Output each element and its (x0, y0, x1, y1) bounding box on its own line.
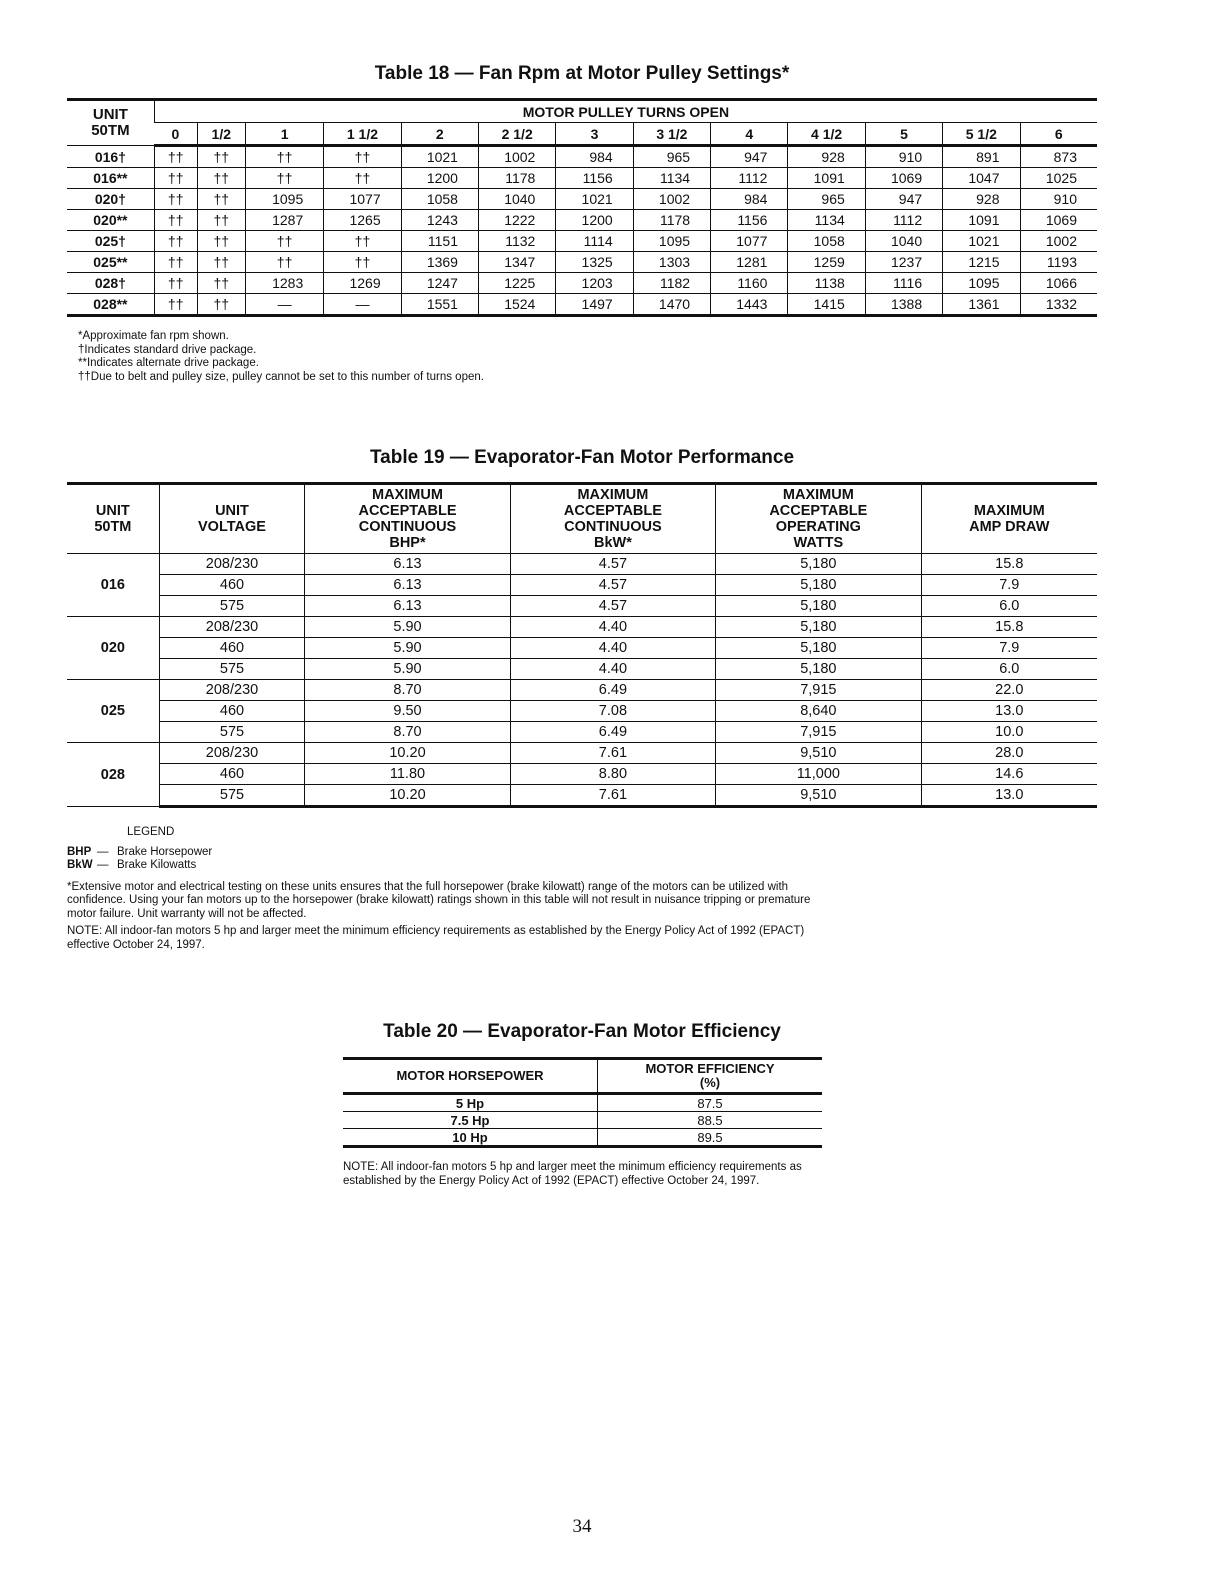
motor-efficiency-header (598, 1059, 823, 1094)
column-header (67, 484, 159, 554)
column-header: 1 (245, 123, 323, 146)
value-cell: 460 (159, 638, 305, 659)
table19-title: Table 19 — Evaporator-Fan Motor Performance (369, 447, 795, 468)
header-line: UNIT (215, 503, 249, 519)
legend-text: Brake Horsepower (117, 845, 213, 858)
rpm-cell: †† (197, 146, 245, 168)
column-header: 4 (711, 123, 788, 146)
value-cell: 7.9 (921, 575, 1097, 596)
value-cell: 4.40 (510, 659, 715, 680)
motor-efficiency-header-line1: MOTOR EFFICIENCY (645, 1061, 775, 1076)
value-cell: 575 (159, 659, 305, 680)
column-header: 5 1/2 (943, 123, 1020, 146)
table-row (67, 168, 1097, 189)
value-cell: 5,180 (716, 596, 921, 617)
rpm-cell: 1160 (711, 273, 788, 294)
rpm-cell: †† (197, 273, 245, 294)
table18-notes (78, 330, 484, 384)
rpm-cell: 965 (633, 146, 710, 168)
rpm-cell: 1178 (478, 168, 555, 189)
rpm-cell: †† (197, 189, 245, 210)
motor-efficiency-header-line2: (%) (699, 1075, 721, 1090)
header-line: ACCEPTABLE (563, 503, 662, 519)
rpm-cell: 1332 (1020, 294, 1097, 316)
unit-cell: 016** (67, 168, 154, 189)
rpm-cell: 1095 (633, 231, 710, 252)
unit-cell: 025† (67, 231, 154, 252)
rpm-cell: †† (245, 231, 323, 252)
rpm-cell: 1524 (478, 294, 555, 316)
value-cell: 7.08 (510, 701, 715, 722)
table-row (67, 554, 1097, 575)
rpm-cell: 1091 (788, 168, 865, 189)
value-cell: 4.40 (510, 638, 715, 659)
unit-cell: 020† (67, 189, 154, 210)
rpm-cell: †† (324, 252, 401, 273)
rpm-cell: 1132 (478, 231, 555, 252)
rpm-cell: †† (197, 210, 245, 231)
rpm-cell: 1222 (478, 210, 555, 231)
rpm-cell: †† (154, 168, 197, 189)
rpm-cell: 1203 (556, 273, 633, 294)
table-row (67, 252, 1097, 273)
table-row (343, 1094, 822, 1112)
footnote: *Approximate fan rpm shown. (78, 330, 229, 342)
rpm-cell: 1265 (324, 210, 401, 231)
value-cell: 7,915 (716, 680, 921, 701)
unit-cell: 016 (67, 554, 159, 617)
rpm-cell: 1443 (711, 294, 788, 316)
table-row (67, 638, 1097, 659)
rpm-cell: 1243 (401, 210, 478, 231)
value-cell: 5,180 (716, 554, 921, 575)
rpm-cell: 1156 (711, 210, 788, 231)
value-cell: 10.20 (305, 743, 510, 764)
rpm-cell: 1415 (788, 294, 865, 316)
value-cell: 11.80 (305, 764, 510, 785)
value-cell: 6.0 (921, 659, 1097, 680)
rpm-cell: 1047 (943, 168, 1020, 189)
horsepower-cell: 10 Hp (343, 1129, 598, 1147)
rpm-cell: 1040 (478, 189, 555, 210)
rpm-cell: 1247 (401, 273, 478, 294)
rpm-cell: 1325 (556, 252, 633, 273)
header-line: CONTINUOUS (564, 519, 662, 535)
table-row (343, 1129, 822, 1147)
table-row (67, 189, 1097, 210)
value-cell: 8.80 (510, 764, 715, 785)
rpm-cell: 1369 (401, 252, 478, 273)
header-line: MAXIMUM (782, 487, 854, 503)
horsepower-cell: 5 Hp (343, 1094, 598, 1112)
header-line: MAXIMUM (973, 503, 1045, 519)
value-cell: 11,000 (716, 764, 921, 785)
value-cell: 10.0 (921, 722, 1097, 743)
value-cell: 6.13 (305, 596, 510, 617)
rpm-cell: 1347 (478, 252, 555, 273)
column-header: 6 (1020, 123, 1097, 146)
rpm-cell: 1077 (711, 231, 788, 252)
value-cell: 460 (159, 701, 305, 722)
value-cell: 5,180 (716, 638, 921, 659)
rpm-cell: 1112 (865, 210, 942, 231)
value-cell: 5,180 (716, 617, 921, 638)
rpm-cell: 1470 (633, 294, 710, 316)
rpm-cell: 1025 (1020, 168, 1097, 189)
header-line: CONTINUOUS (358, 519, 457, 535)
rpm-cell: 947 (865, 189, 942, 210)
rpm-cell: 1040 (865, 231, 942, 252)
unit-cell: 020** (67, 210, 154, 231)
rpm-cell: 1112 (711, 168, 788, 189)
unit-header-line1: UNIT (92, 106, 128, 123)
rpm-cell: — (245, 294, 323, 316)
value-cell: 7.9 (921, 638, 1097, 659)
footnote: ††Due to belt and pulley size, pulley cannot be set to this number of turns open. (78, 370, 484, 383)
legend-dash: — (97, 859, 109, 871)
legend-abbr: BHP (67, 845, 92, 858)
rpm-cell: 1182 (633, 273, 710, 294)
value-cell: 6.13 (305, 554, 510, 575)
rpm-cell: 1193 (1020, 252, 1097, 273)
rpm-cell: 928 (788, 146, 865, 168)
efficiency-cell: 89.5 (598, 1129, 823, 1147)
column-header: 2 1/2 (478, 123, 555, 146)
rpm-cell: †† (324, 168, 401, 189)
rpm-cell: †† (154, 273, 197, 294)
rpm-cell: 1151 (401, 231, 478, 252)
rpm-cell: 1002 (1020, 231, 1097, 252)
rpm-cell: †† (324, 146, 401, 168)
rpm-cell: 1066 (1020, 273, 1097, 294)
efficiency-cell: 87.5 (598, 1094, 823, 1112)
legend-item (67, 846, 827, 860)
value-cell: 5,180 (716, 575, 921, 596)
table19 (67, 482, 1097, 808)
value-cell: 5.90 (305, 638, 510, 659)
value-cell: 5.90 (305, 659, 510, 680)
value-cell: 6.49 (510, 680, 715, 701)
rpm-cell: 1095 (245, 189, 323, 210)
rpm-cell: 1091 (943, 210, 1020, 231)
rpm-cell: 1021 (401, 146, 478, 168)
rpm-cell: †† (245, 146, 323, 168)
table-row (67, 617, 1097, 638)
horsepower-cell: 7.5 Hp (343, 1112, 598, 1129)
rpm-cell: †† (197, 168, 245, 189)
table18-title: Table 18 — Fan Rpm at Motor Pulley Settings* (374, 63, 790, 84)
unit-cell: 025** (67, 252, 154, 273)
value-cell: 575 (159, 722, 305, 743)
legend-text: Brake Kilowatts (117, 859, 197, 871)
rpm-cell: 1021 (556, 189, 633, 210)
rpm-cell: †† (154, 210, 197, 231)
header-line: AMP DRAW (969, 519, 1050, 535)
motor-horsepower-header: MOTOR HORSEPOWER (343, 1059, 598, 1094)
value-cell: 460 (159, 575, 305, 596)
table-row (67, 273, 1097, 294)
unit-header (67, 100, 154, 146)
rpm-cell: 1259 (788, 252, 865, 273)
table-row (343, 1112, 822, 1129)
rpm-cell: 965 (788, 189, 865, 210)
rpm-cell: 1069 (865, 168, 942, 189)
header-line: WATTS (793, 535, 844, 551)
value-cell: 208/230 (159, 680, 305, 701)
table20-note: NOTE: All indoor-fan motors 5 hp and larger meet the minimum efficiency requirements as established by the Energy Policy Act of 1992 (EPACT) effective October 24, 1997. (343, 1161, 802, 1187)
legend-title: LEGEND (127, 826, 175, 838)
unit-header-line2: 50TM (91, 122, 130, 139)
column-header (716, 484, 921, 554)
header-line: VOLTAGE (198, 519, 266, 535)
table-row (67, 743, 1097, 764)
page-number: 34 (572, 1516, 592, 1537)
table-row (67, 659, 1097, 680)
rpm-cell: 1551 (401, 294, 478, 316)
value-cell: 208/230 (159, 743, 305, 764)
rpm-cell: 873 (1020, 146, 1097, 168)
rpm-cell: 1237 (865, 252, 942, 273)
legend-item (67, 859, 827, 873)
value-cell: 6.13 (305, 575, 510, 596)
rpm-cell: 1156 (556, 168, 633, 189)
value-cell: 575 (159, 785, 305, 807)
rpm-cell: 1021 (943, 231, 1020, 252)
rpm-cell: 1114 (556, 231, 633, 252)
rpm-cell: †† (154, 231, 197, 252)
value-cell: 9.50 (305, 701, 510, 722)
header-line: BHP* (389, 535, 426, 551)
table-row (67, 146, 1097, 168)
rpm-cell: †† (154, 146, 197, 168)
rpm-cell: 984 (556, 146, 633, 168)
rpm-cell: †† (154, 252, 197, 273)
rpm-cell: 1200 (556, 210, 633, 231)
table-row (67, 701, 1097, 722)
value-cell: 28.0 (921, 743, 1097, 764)
table-row (67, 722, 1097, 743)
value-cell: 6.0 (921, 596, 1097, 617)
table19-note: NOTE: All indoor-fan motors 5 hp and larger meet the minimum efficiency requirements as established by the Energy Policy Act of 1992 (EPACT) effective October 24, 1997. (67, 925, 805, 951)
value-cell: 14.6 (921, 764, 1097, 785)
rpm-cell: 1002 (633, 189, 710, 210)
column-header: 5 (865, 123, 942, 146)
table-row (67, 231, 1097, 252)
value-cell: 6.49 (510, 722, 715, 743)
rpm-cell: 1388 (865, 294, 942, 316)
table18 (67, 98, 1097, 317)
column-header (305, 484, 510, 554)
rpm-cell: 1361 (943, 294, 1020, 316)
header-line: ACCEPTABLE (769, 503, 868, 519)
header-line: MAXIMUM (577, 487, 649, 503)
header-line: MAXIMUM (372, 487, 443, 503)
header-line: UNIT (95, 503, 130, 519)
rpm-cell: 910 (1020, 189, 1097, 210)
column-header: 4 1/2 (788, 123, 865, 146)
footnote: †Indicates standard drive package. (78, 343, 257, 356)
value-cell: 7.61 (510, 785, 715, 807)
rpm-cell: †† (197, 252, 245, 273)
rpm-cell: †† (154, 189, 197, 210)
rpm-cell: †† (245, 168, 323, 189)
rpm-cell: 1283 (245, 273, 323, 294)
value-cell: 9,510 (716, 743, 921, 764)
unit-cell: 028** (67, 294, 154, 316)
rpm-cell: 1225 (478, 273, 555, 294)
rpm-cell: †† (197, 294, 245, 316)
rpm-cell: 1134 (633, 168, 710, 189)
value-cell: 5,180 (716, 659, 921, 680)
rpm-cell: 1269 (324, 273, 401, 294)
unit-cell: 028† (67, 273, 154, 294)
rpm-cell: 1058 (788, 231, 865, 252)
header-line: ACCEPTABLE (358, 503, 457, 519)
table-row (67, 294, 1097, 316)
table-row (67, 575, 1097, 596)
header-line: OPERATING (775, 519, 861, 535)
legend-dash: — (97, 845, 109, 858)
table-row (67, 210, 1097, 231)
rpm-cell: 891 (943, 146, 1020, 168)
rpm-cell: 1069 (1020, 210, 1097, 231)
value-cell: 4.57 (510, 554, 715, 575)
table-row (67, 680, 1097, 701)
rpm-cell: 984 (711, 189, 788, 210)
rpm-cell: 1077 (324, 189, 401, 210)
value-cell: 9,510 (716, 785, 921, 807)
column-header (510, 484, 715, 554)
table-row (67, 596, 1097, 617)
footnote: **Indicates alternate drive package. (78, 357, 259, 369)
value-cell: 10.20 (305, 785, 510, 807)
rpm-cell: 1134 (788, 210, 865, 231)
value-cell: 15.8 (921, 554, 1097, 575)
rpm-cell: 1215 (943, 252, 1020, 273)
rpm-cell: †† (154, 294, 197, 316)
column-header: 3 (556, 123, 633, 146)
value-cell: 460 (159, 764, 305, 785)
rpm-cell: — (324, 294, 401, 316)
rpm-cell: 1058 (401, 189, 478, 210)
value-cell: 208/230 (159, 617, 305, 638)
unit-cell: 020 (67, 617, 159, 680)
rpm-cell: 947 (711, 146, 788, 168)
value-cell: 15.8 (921, 617, 1097, 638)
rpm-cell: 1303 (633, 252, 710, 273)
value-cell: 4.57 (510, 575, 715, 596)
value-cell: 7.61 (510, 743, 715, 764)
column-header: 2 (401, 123, 478, 146)
rpm-cell: 1095 (943, 273, 1020, 294)
table19-legend (67, 826, 827, 952)
value-cell: 13.0 (921, 701, 1097, 722)
value-cell: 5.90 (305, 617, 510, 638)
header-line: 50TM (94, 519, 132, 535)
rpm-cell: 1287 (245, 210, 323, 231)
table20-title: Table 20 — Evaporator-Fan Motor Efficiency (383, 1021, 781, 1042)
header-line: BkW* (593, 535, 632, 551)
rpm-cell: 1497 (556, 294, 633, 316)
rpm-cell: 1178 (633, 210, 710, 231)
rpm-cell: 1200 (401, 168, 478, 189)
value-cell: 8.70 (305, 722, 510, 743)
rpm-cell: †† (245, 252, 323, 273)
rpm-cell: 928 (943, 189, 1020, 210)
rpm-cell: 1281 (711, 252, 788, 273)
value-cell: 13.0 (921, 785, 1097, 807)
column-header: 3 1/2 (633, 123, 710, 146)
column-header: 1/2 (197, 123, 245, 146)
column-header: 0 (154, 123, 197, 146)
value-cell: 4.40 (510, 617, 715, 638)
efficiency-cell: 88.5 (598, 1112, 823, 1129)
table-row (67, 785, 1097, 807)
table-row (67, 764, 1097, 785)
value-cell: 8.70 (305, 680, 510, 701)
rpm-cell: 1138 (788, 273, 865, 294)
value-cell: 208/230 (159, 554, 305, 575)
rpm-cell: †† (324, 231, 401, 252)
value-cell: 575 (159, 596, 305, 617)
unit-cell: 028 (67, 743, 159, 807)
column-header (159, 484, 305, 554)
unit-cell: 025 (67, 680, 159, 743)
rpm-cell: †† (197, 231, 245, 252)
rpm-cell: 910 (865, 146, 942, 168)
value-cell: 22.0 (921, 680, 1097, 701)
table20 (343, 1057, 822, 1148)
legend-abbr: BkW (67, 859, 93, 871)
column-header: 1 1/2 (324, 123, 401, 146)
value-cell: 8,640 (716, 701, 921, 722)
value-cell: 7,915 (716, 722, 921, 743)
group-header: MOTOR PULLEY TURNS OPEN (154, 100, 1097, 123)
rpm-cell: 1002 (478, 146, 555, 168)
value-cell: 4.57 (510, 596, 715, 617)
unit-cell: 016† (67, 146, 154, 168)
table19-footnote: *Extensive motor and electrical testing on these units ensures that the full horsepower (brake kilowatt) range of the motors can be utilized with confidence. Using your fan motors up to the horsepower (brake kilowatt) ratings shown in this table will not result in nuisance tripping or premature motor failure. Unit warranty will not be affected. (67, 880, 811, 920)
rpm-cell: 1116 (865, 273, 942, 294)
column-header (921, 484, 1097, 554)
